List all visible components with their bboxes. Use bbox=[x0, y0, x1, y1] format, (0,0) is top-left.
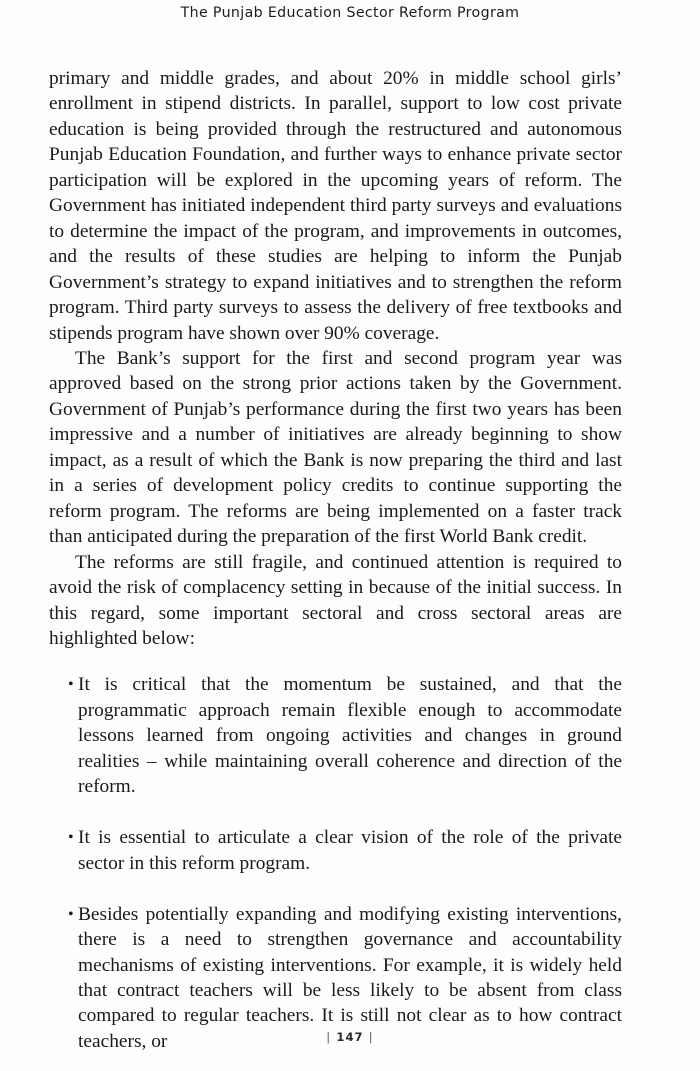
body-text-column bbox=[49, 66, 622, 1054]
folio-left-rule: | bbox=[326, 1030, 332, 1044]
page-number: 147 bbox=[336, 1030, 364, 1044]
paragraph-3: The reforms are still fragile, and continued attention is required to avoid the risk of complacency setting in because of the initial success. In this regard, some important sectoral and cross sectoral areas are highlighted below: bbox=[49, 551, 622, 649]
list-item bbox=[49, 672, 622, 799]
bullet-icon: • bbox=[68, 905, 74, 923]
list-item-text: It is essential to articulate a clear vision of the role of the private sector in this reform program. bbox=[78, 827, 622, 874]
paragraph-1: primary and middle grades, and about 20% in middle school girls’ enrollment in stipend districts. In parallel, support to low cost private education is being provided through the restructured and autonomous Punjab Education Foundation, and further ways to enhance private sector participation will be explored in the upcoming years of reform. The Government has initiated independent third party surveys and evaluations to determine the impact of the program, and improvements in outcomes, and the results of these studies are helping to inform the Punjab Government’s strategy to expand initiatives and to strengthen the reform program. Third party surveys to assess the delivery of free textbooks and stipends program have shown over 90% coverage. bbox=[49, 68, 622, 344]
list-item bbox=[49, 825, 622, 876]
paragraph-2: The Bank’s support for the first and second program year was approved based on the strong prior actions taken by the Government. Government of Punjab’s performance during the first two years has been impressive and a number of initiatives are already beginning to show impact, as a result of which the Bank is now preparing the third and last in a series of development policy credits to continue supporting the reform program. The reforms are being implemented on a faster track than anticipated during the preparation of the first World Bank credit. bbox=[49, 347, 622, 548]
highlights-bullet-list bbox=[49, 672, 622, 1054]
folio-right-rule: | bbox=[368, 1030, 374, 1044]
list-item-text: Besides potentially expanding and modifying existing interventions, there is a need to strengthen governance and accountability mechanisms of existing interventions. For example, it is widely held that contract teachers will be less likely to be absent from class compared to regular teachers. It is still not clear as to how contract teachers, or bbox=[78, 903, 622, 1052]
bullet-icon: • bbox=[68, 829, 74, 847]
bullet-icon: • bbox=[68, 676, 74, 694]
list-item-text: It is critical that the momentum be sustained, and that the programmatic approach remain flexible enough to accommodate lessons learned from ongoing activities and changes in ground realities – while maintaining overall coherence and direction of the reform. bbox=[78, 674, 622, 798]
page-folio bbox=[0, 1030, 700, 1044]
running-head: The Punjab Education Sector Reform Program bbox=[180, 5, 520, 21]
list-spacer bbox=[49, 651, 622, 672]
